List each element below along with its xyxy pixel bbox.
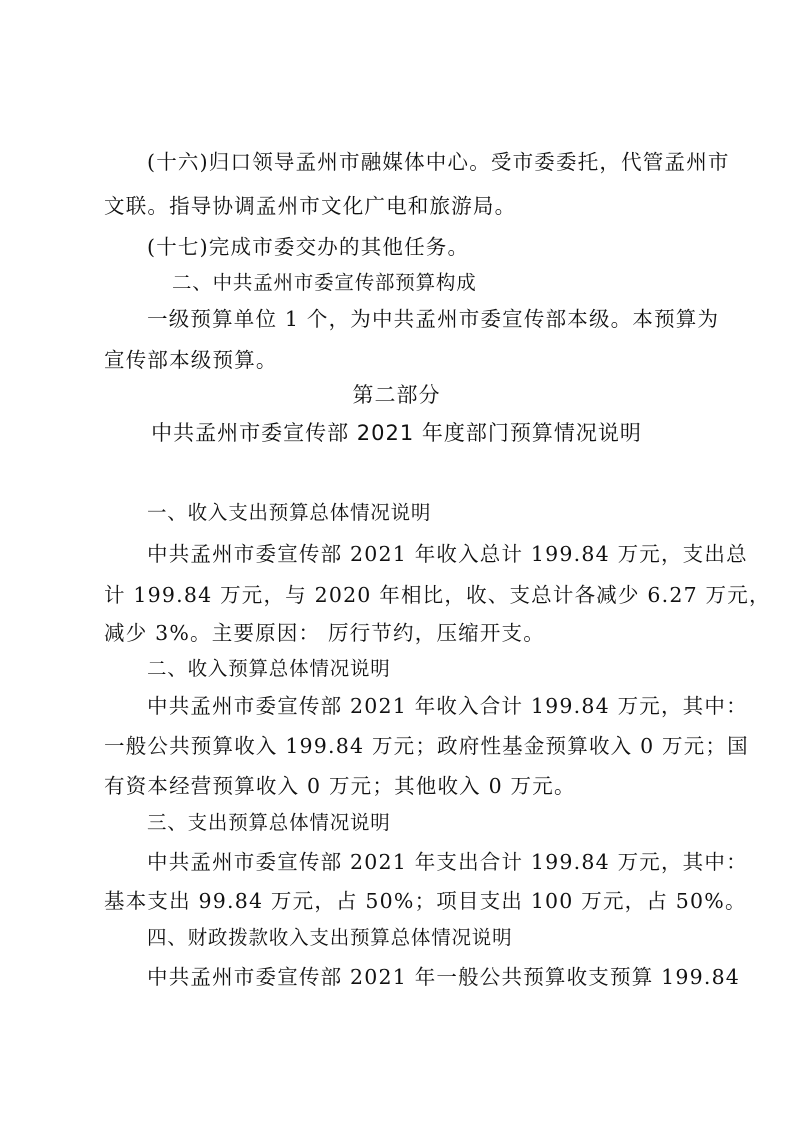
expenditure-line-2: 基本支出 99.84 万元，占 50%；项目支出 100 万元，占 50%。 (104, 889, 747, 913)
overview-line-3: 减少 3%。主要原因： 厉行节约，压缩开支。 (104, 621, 545, 645)
part-subtitle: 中共孟州市委宣传部 2021 年度部门预算情况说明 (151, 421, 642, 445)
expenditure-line-1: 中共孟州市委宣传部 2021 年支出合计 199.84 万元，其中： (147, 850, 748, 874)
paragraph-16-line-1: (十六)归口领导孟州市融媒体中心。受市委委托，代管孟州市 (147, 150, 730, 174)
budget-composition-line-1: 一级预算单位 1 个，为中共孟州市委宣传部本级。本预算为 (147, 307, 720, 331)
paragraph-17: (十七)完成市委交办的其他任务。 (147, 235, 470, 259)
budget-composition-line-2: 宣传部本级预算。 (104, 348, 278, 372)
heading-income-budget: 二、收入预算总体情况说明 (147, 657, 391, 680)
section-heading-budget-composition: 二、中共孟州市委宣传部预算构成 (172, 271, 477, 294)
income-line-3: 有资本经营预算收入 0 万元；其他收入 0 万元。 (104, 774, 576, 798)
income-line-2: 一般公共预算收入 199.84 万元；政府性基金预算收入 0 万元；国 (104, 734, 749, 758)
overview-line-1: 中共孟州市委宣传部 2021 年收入总计 199.84 万元，支出总 (147, 542, 748, 566)
overview-line-2: 计 199.84 万元，与 2020 年相比，收、支总计各减少 6.27 万元， (104, 583, 771, 607)
part-title: 第二部分 (352, 383, 441, 407)
income-line-1: 中共孟州市委宣传部 2021 年收入合计 199.84 万元，其中： (147, 694, 748, 718)
heading-income-expenditure-overview: 一、收入支出预算总体情况说明 (147, 501, 432, 524)
fiscal-line-1: 中共孟州市委宣传部 2021 年一般公共预算收支预算 199.84 (147, 965, 741, 989)
paragraph-16-line-2: 文联。指导协调孟州市文化广电和旅游局。 (104, 194, 517, 218)
heading-fiscal-appropriation: 四、财政拨款收入支出预算总体情况说明 (147, 926, 513, 949)
heading-expenditure-budget: 三、支出预算总体情况说明 (147, 811, 391, 834)
